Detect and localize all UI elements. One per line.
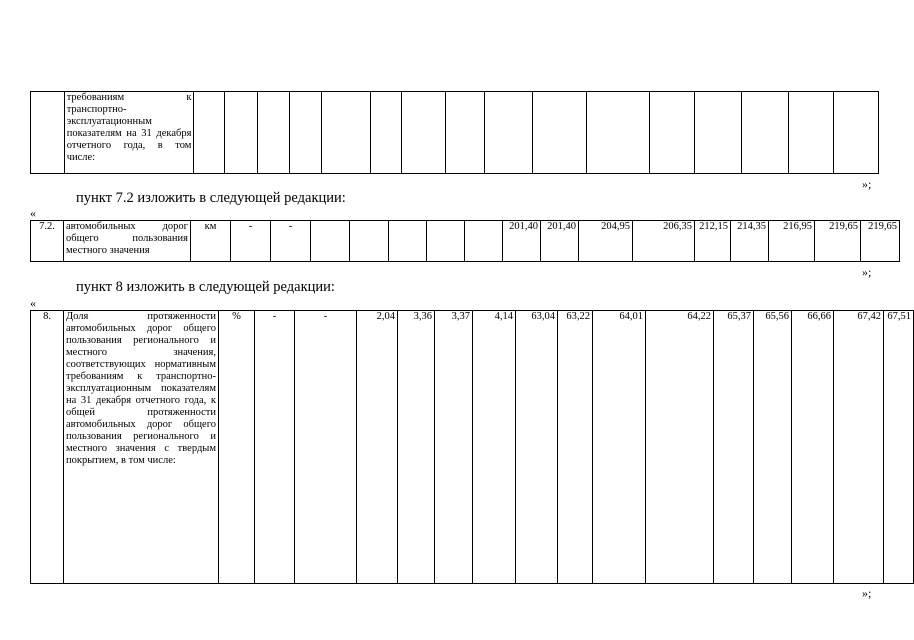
value-cell: 65,56	[754, 311, 792, 584]
value-cell: 214,35	[731, 221, 769, 262]
cell-num	[31, 92, 65, 174]
section-heading: пункт 8 изложить в следующей редакции:	[76, 279, 335, 295]
unit: %	[219, 311, 255, 584]
section-heading: пункт 7.2 изложить в следующей редакции:	[76, 190, 346, 206]
top-table	[30, 91, 879, 174]
closing-quote: »;	[862, 177, 872, 191]
indicator-name: требованиям к транспортно-эксплуатационным показателям на 31 декабря отчетного года, в том числе:	[64, 92, 194, 174]
value-cell: 204,95	[579, 221, 633, 262]
value-cell: 65,37	[714, 311, 754, 584]
row-number: 8.	[31, 311, 64, 584]
dash-cell: -	[231, 221, 271, 262]
value-cell: 63,04	[516, 311, 558, 584]
value-cell: 212,15	[695, 221, 731, 262]
dash-cell: -	[295, 311, 357, 584]
closing-quote: »;	[862, 586, 872, 600]
row-number: 7.2.	[31, 221, 64, 262]
value-cell: 216,95	[769, 221, 815, 262]
dash-cell: -	[271, 221, 311, 262]
value-cell: 206,35	[633, 221, 695, 262]
table-row-8	[30, 310, 914, 584]
value-cell: 67,42	[834, 311, 884, 584]
table-row-7-2	[30, 220, 900, 262]
value-cell: 3,36	[398, 311, 435, 584]
value-cell	[350, 221, 389, 262]
opening-quote: «	[30, 206, 36, 220]
value-cell	[427, 221, 465, 262]
value-cell: 63,22	[558, 311, 593, 584]
dash-cell: -	[255, 311, 295, 584]
indicator-name: Доля протяженности автомобильных дорог общего пользования регионального и местного значения, соответствующих нормативным требованиям к транспортно-эксплуатационным показателям на 31 декабря отчетного года, к общей протяженности автомобильных дорог общего пользования регионального и местного значения с твердым покрытием, в том числе:	[64, 311, 219, 584]
value-cell: 219,65	[815, 221, 861, 262]
value-cell: 219,65	[861, 221, 900, 262]
value-cell: 201,40	[503, 221, 541, 262]
value-cell: 3,37	[435, 311, 473, 584]
unit: км	[191, 221, 231, 262]
closing-quote: »;	[862, 265, 872, 279]
value-cell: 64,22	[646, 311, 714, 584]
value-cell	[389, 221, 427, 262]
value-cell: 2,04	[357, 311, 398, 584]
value-cell	[465, 221, 503, 262]
value-cell: 66,66	[792, 311, 834, 584]
value-cell: 201,40	[541, 221, 579, 262]
value-cell: 64,01	[593, 311, 646, 584]
value-cell: 67,51	[884, 311, 914, 584]
value-cell	[311, 221, 350, 262]
value-cell: 4,14	[473, 311, 516, 584]
indicator-name: автомобильных дорог общего пользования местного значения	[64, 221, 191, 262]
opening-quote: «	[30, 296, 36, 310]
